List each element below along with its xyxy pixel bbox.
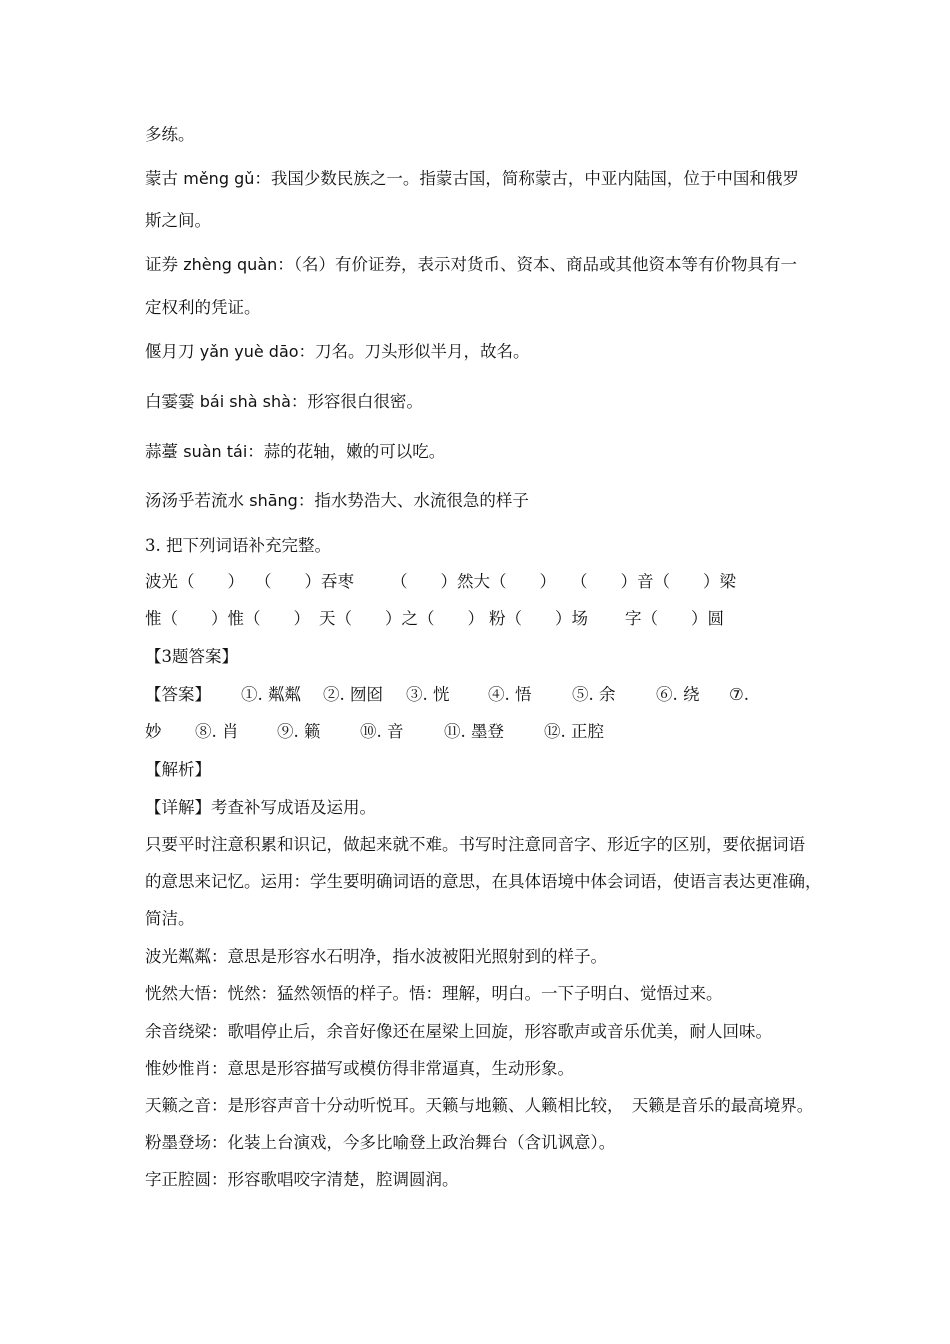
answer-line-1 xyxy=(145,684,749,706)
answer-item: ⑩. 音 xyxy=(360,722,404,741)
answer-item: ⑤. 余 xyxy=(572,685,616,704)
vocab-word: 汤汤乎若流水 xyxy=(145,491,244,510)
answer-item: ③. 恍 xyxy=(406,685,450,704)
vocab-pinyin: bái shà shà xyxy=(199,392,291,411)
vocab-definition-cont: 斯之间。 xyxy=(145,211,211,230)
vocab-definition: ：我国少数民族之一。指蒙古国，简称蒙古，中亚内陆国，位于中国和俄罗 xyxy=(254,169,799,188)
answer-item: ⑦. xyxy=(729,685,750,704)
vocab-pinyin: zhèng quàn xyxy=(183,255,278,274)
vocab-word: 蒜薹 xyxy=(145,442,178,461)
idiom-explanation: 余音绕梁：歌唱停止后，余音好像还在屋梁上回旋，形容歌声或音乐优美，耐人回味。 xyxy=(145,1022,772,1041)
answer-item: ②. 囫囵 xyxy=(323,685,383,704)
answer-item: ⑫. 正腔 xyxy=(544,722,604,741)
answer-item: ⑥. 绕 xyxy=(656,685,700,704)
vocab-definition: ：形容很白很密。 xyxy=(290,392,423,411)
analysis-paragraph: 简洁。 xyxy=(145,909,195,928)
vocab-entry xyxy=(145,490,529,512)
idiom-explanation: 波光粼粼：意思是形容水石明净，指水波被阳光照射到的样子。 xyxy=(145,947,607,966)
analysis-paragraph: 的意思来记忆。运用：学生要明确词语的意思，在具体语境中体会词语，使语言表达更准确， xyxy=(145,872,822,891)
answer-item: ⑪. 墨登 xyxy=(444,722,504,741)
vocab-entry xyxy=(145,441,445,463)
answer-item: 妙 xyxy=(145,722,162,741)
vocab-pinyin: suàn tái xyxy=(183,442,248,461)
vocab-entry xyxy=(145,254,797,276)
vocab-pinyin: yǎn yuè dāo xyxy=(199,342,299,361)
fill-item: 天（ ）之（ ） xyxy=(319,609,484,628)
answer-header: 【3题答案】 xyxy=(145,647,238,666)
answer-line-2 xyxy=(145,721,604,743)
idiom-explanation: 恍然大悟：恍然：猛然领悟的样子。悟：理解，明白。一下子明白、觉悟过来。 xyxy=(145,984,723,1003)
analysis-header: 【解析】 xyxy=(145,760,211,779)
idiom-explanation: 天籁之音：是形容声音十分动听悦耳。天籁与地籁、人籁相比较， 天籁是音乐的最高境界。 xyxy=(145,1096,814,1115)
analysis-paragraph: 只要平时注意积累和识记，做起来就不难。书写时注意同音字、形近字的区别，要依据词语 xyxy=(145,835,805,854)
idiom-explanation: 惟妙惟肖：意思是形容描写或模仿得非常逼真，生动形象。 xyxy=(145,1059,574,1078)
fill-item: （ ）然大（ ） xyxy=(391,572,556,591)
vocab-entry xyxy=(145,168,799,190)
fill-item: （ ）吞枣 xyxy=(255,572,354,591)
answer-item: ⑨. 籁 xyxy=(277,722,321,741)
fill-item: 惟（ ）惟（ ） xyxy=(145,609,310,628)
vocab-definition: ：（名）有价证券，表示对货币、资本、商品或其他资本等有价物具有一 xyxy=(277,255,798,274)
fill-item: 波光（ ） xyxy=(145,572,244,591)
answer-item: ①. 粼粼 xyxy=(241,685,301,704)
vocab-pinyin: shāng xyxy=(249,491,298,510)
vocab-word: 蒙古 xyxy=(145,169,178,188)
vocab-definition: ：指水势浩大、水流很急的样子 xyxy=(297,491,529,510)
idiom-explanation: 字正腔圆：形容歌唱咬字清楚，腔调圆润。 xyxy=(145,1170,459,1189)
fill-item: 粉（ ）场 xyxy=(489,609,588,628)
vocab-word: 证券 xyxy=(145,255,178,274)
idiom-explanation: 粉墨登场：化装上台演戏，今多比喻登上政治舞台（含讥讽意）。 xyxy=(145,1133,616,1152)
vocab-word: 白霎霎 xyxy=(145,392,195,411)
fill-row-2 xyxy=(145,608,724,630)
vocab-word: 偃月刀 xyxy=(145,342,195,361)
answer-item: ④. 悟 xyxy=(488,685,532,704)
question-stem: 3. 把下列词语补充完整。 xyxy=(145,536,331,555)
analysis-detail: 【详解】考查补写成语及运用。 xyxy=(145,798,376,817)
vocab-entry xyxy=(145,341,530,363)
vocab-definition: ：刀名。刀头形似半月，故名。 xyxy=(298,342,530,361)
fill-item: （ ）音（ ）梁 xyxy=(571,572,736,591)
vocab-definition-cont: 定权利的凭证。 xyxy=(145,298,261,317)
vocab-definition: ：蒜的花轴，嫩的可以吃。 xyxy=(247,442,446,461)
answer-label: 【答案】 xyxy=(145,685,211,704)
fill-item: 字（ ）圆 xyxy=(625,609,724,628)
fill-row-1 xyxy=(145,571,736,593)
vocab-entry xyxy=(145,391,423,413)
intro-tail: 多练。 xyxy=(145,125,195,144)
vocab-pinyin: měng gǔ xyxy=(183,169,255,188)
answer-item: ⑧. 肖 xyxy=(195,722,239,741)
